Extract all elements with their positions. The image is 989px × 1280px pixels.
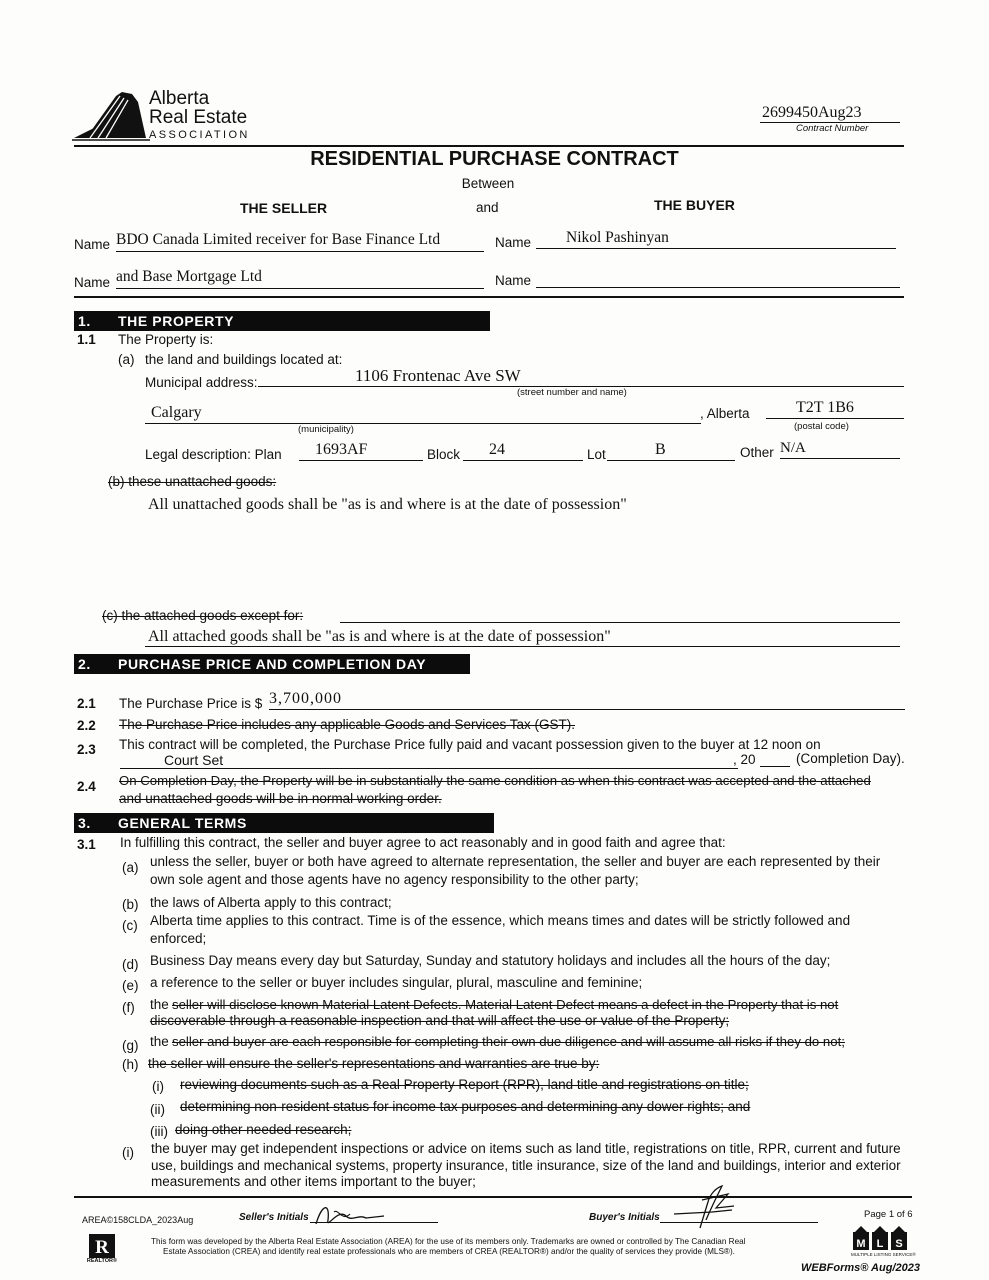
street-hint: (street number and name) (517, 387, 627, 398)
clause-2-1-text: The Purchase Price is $ (119, 696, 263, 711)
item-h-i-label: (i) (152, 1079, 164, 1094)
attached-goods-line-1 (340, 622, 900, 623)
municipal-address-label: Municipal address: (145, 375, 258, 390)
item-e-text: a reference to the seller or buyer includes singular, plural, masculine and feminine; (150, 975, 643, 990)
plan-field[interactable] (299, 441, 423, 461)
buyer-initials-signature (672, 1180, 752, 1230)
item-b-label: (b) (122, 897, 139, 912)
item-f-line-1-struck: seller will disclose known Material Latent Defects. Material Latent Defect means a defect in the Property that is not (172, 997, 839, 1012)
seller-name-label-2: Name (74, 275, 111, 290)
unattached-goods-note: All unattached goods shall be "as is and where is at the date of possession" (148, 496, 627, 513)
buyer-name-1: Nikol Pashinyan (566, 229, 669, 246)
seller-name-field-1[interactable] (116, 231, 484, 252)
contract-number-label: Contract Number (796, 123, 869, 134)
item-g-text-struck: seller and buyer are each responsible for completing their own due diligence and will assume all risks if they do not; (172, 1034, 845, 1049)
lot-label: Lot (587, 447, 606, 462)
completion-date-value: Court Set (164, 752, 224, 768)
svg-text:M: M (856, 1238, 866, 1250)
attached-goods-note: All attached goods shall be "as is and where is at the date of possession" (148, 628, 611, 645)
purchase-price-value: 3,700,000 (269, 690, 342, 707)
item-c-line-2: enforced; (150, 931, 207, 946)
clause-2-2-text-struck: The Purchase Price includes any applicable Goods and Services Tax (GST). (119, 717, 575, 732)
clause-1-1-b-struck: (b) these unattached goods: (108, 474, 277, 489)
buyer-name-field-2[interactable] (536, 268, 900, 288)
clause-1-1-text: The Property is: (118, 332, 214, 347)
clause-2-4-line-1-struck: On Completion Day, the Property will be in substantially the same condition as when this contract was accepted and the attached (119, 773, 871, 788)
item-i-label: (i) (122, 1145, 134, 1160)
lot-value: B (655, 441, 666, 458)
contract-number-value: 2699450Aug23 (762, 104, 862, 121)
clause-2-4-number: 2.4 (77, 779, 96, 794)
clause-3-1-number: 3.1 (77, 837, 96, 852)
parties-rule (74, 296, 904, 298)
clause-1-1-a-text: the land and buildings located at: (145, 352, 343, 367)
item-h-ii-label: (ii) (150, 1102, 165, 1117)
section-3-number: 3. (78, 815, 91, 831)
item-h-label: (h) (122, 1057, 139, 1072)
clause-2-1-number: 2.1 (77, 696, 96, 711)
other-label: Other (740, 445, 774, 460)
clause-1-1-c-struck: (c) the attached goods except for: (102, 608, 304, 623)
municipal-address-field[interactable] (258, 366, 904, 387)
legal-description-label: Legal description: Plan (145, 447, 282, 462)
block-value: 24 (489, 441, 505, 458)
buyer-name-label-1: Name (495, 235, 532, 250)
mls-logo (851, 1226, 916, 1260)
municipality-value: Calgary (151, 404, 202, 421)
item-a-label: (a) (122, 860, 139, 875)
other-field[interactable] (780, 439, 900, 459)
postal-code-value: T2T 1B6 (796, 399, 854, 416)
item-f-label: (f) (122, 1000, 135, 1015)
footer-rule (74, 1196, 912, 1198)
logo-association: ASSOCIATION (149, 129, 250, 141)
realtor-r-icon (86, 1233, 118, 1259)
section-2-number: 2. (78, 656, 91, 672)
completion-date-field[interactable] (120, 752, 738, 769)
mls-caption: MULTIPLE LISTING SERVICE® (851, 1252, 916, 1257)
and-label: and (476, 200, 499, 215)
item-h-text-struck: the seller will ensure the seller's representations and warranties are true by: (148, 1056, 600, 1071)
clause-2-2-number: 2.2 (77, 718, 96, 733)
svg-text:S: S (895, 1238, 903, 1250)
section-2-bar (74, 654, 470, 674)
year-line (760, 766, 790, 767)
item-d-label: (d) (122, 957, 139, 972)
seller-initials-signature (312, 1200, 392, 1230)
logo-real-estate: Real Estate (149, 107, 248, 128)
purchase-price-field[interactable] (269, 690, 905, 710)
block-field[interactable] (463, 441, 583, 461)
postal-code-field[interactable] (766, 399, 904, 419)
item-h-iii-text-struck: doing other needed research; (175, 1122, 352, 1137)
seller-name-1: BDO Canada Limited receiver for Base Finance Ltd (116, 231, 441, 248)
section-1-title: THE PROPERTY (118, 313, 235, 329)
seller-name-2: and Base Mortgage Ltd (116, 268, 262, 285)
page-number: Page 1 of 6 (864, 1209, 913, 1220)
other-value: N/A (780, 440, 806, 456)
seller-name-label-1: Name (74, 237, 111, 252)
section-1-number: 1. (78, 313, 91, 329)
realtor-logo (86, 1233, 118, 1267)
item-h-i-text-struck: reviewing documents such as a Real Property Report (RPR), land title and registrations on title; (180, 1077, 749, 1092)
section-2-title: PURCHASE PRICE AND COMPLETION DAY (118, 656, 427, 672)
clause-2-3-text: This contract will be completed, the Purchase Price fully paid and vacant possession given to the buyer at 12 noon on (119, 737, 821, 752)
svg-text:L: L (876, 1238, 884, 1250)
lot-field[interactable] (607, 441, 735, 461)
section-1-bar (74, 311, 490, 331)
item-h-iii-label: (iii) (150, 1124, 168, 1139)
buyer-name-field-1[interactable] (536, 229, 896, 249)
completion-day-label: (Completion Day). (796, 751, 905, 766)
section-3-title: GENERAL TERMS (118, 815, 247, 831)
attached-goods-line-2 (145, 646, 900, 647)
clause-1-1-a-label: (a) (118, 352, 135, 367)
between-label: Between (461, 176, 515, 191)
buyer-name-label-2: Name (495, 273, 532, 288)
municipality-hint: (municipality) (298, 424, 354, 435)
postal-code-hint: (postal code) (794, 421, 849, 432)
disclaimer-line-2: Estate Association (CREA) and identify real estate professionals who are members of CREA (REALTOR®) and/or the quality of services they provide (MLS®). (163, 1247, 735, 1256)
area-logo-mark-icon (72, 88, 152, 142)
item-c-label: (c) (122, 918, 138, 933)
alberta-label: , Alberta (700, 406, 750, 421)
municipality-field[interactable] (145, 404, 701, 424)
seller-initials-label: Seller's Initials (239, 1212, 309, 1223)
realtor-badge: REALTOR® (86, 1258, 118, 1264)
item-f-prefix: the (150, 997, 169, 1012)
item-h-ii-text-struck: determining non-resident status for income tax purposes and determining any dower rights; and (180, 1099, 751, 1114)
item-i-line-1: the buyer may get independent inspections or advice on items such as land title, registrations on title, RPR, current and future (151, 1141, 901, 1156)
svg-text:R: R (95, 1237, 109, 1258)
item-g-prefix: the (150, 1034, 169, 1049)
item-a-line-2: own sole agent and those agents have no agency responsibility to the other party; (150, 872, 639, 887)
webforms-label: WEBForms® Aug/2023 (801, 1262, 920, 1274)
item-b-text: the laws of Alberta apply to this contract; (150, 895, 392, 910)
year-prefix: , 20 (733, 752, 756, 767)
clause-1-1-number: 1.1 (77, 332, 96, 347)
mls-icon (851, 1226, 911, 1252)
buyer-initials-label: Buyer's Initials (589, 1212, 660, 1223)
document-title: RESIDENTIAL PURCHASE CONTRACT (310, 148, 679, 170)
buyer-heading: THE BUYER (654, 197, 735, 213)
item-d-text: Business Day means every day but Saturday, Sunday and statutory holidays and includes all the hours of the day; (150, 953, 831, 968)
item-c-line-1: Alberta time applies to this contract. Time is of the essence, which means times and dates will be strictly followed and (150, 913, 851, 928)
item-i-line-2: use, buildings and mechanical systems, property insurance, title insurance, size of the land and buildings, interior and exterior (151, 1158, 901, 1173)
form-code: AREA©158CLDA_2023Aug (82, 1215, 194, 1225)
item-g-label: (g) (122, 1038, 139, 1053)
block-label: Block (427, 447, 461, 462)
seller-name-field-2[interactable] (116, 268, 484, 289)
item-i-line-3: measurements and other items important to the buyer; (151, 1174, 476, 1189)
clause-2-4-line-2-struck: and unattached goods will be in normal working order. (119, 791, 442, 806)
item-a-line-1: unless the seller, buyer or both have agreed to alternate representation, the seller and buyer are each represented by their (150, 854, 881, 869)
area-logo (72, 86, 272, 146)
municipal-address-value: 1106 Frontenac Ave SW (355, 366, 521, 385)
item-e-label: (e) (122, 978, 139, 993)
clause-2-3-number: 2.3 (77, 742, 96, 757)
seller-heading: THE SELLER (240, 200, 328, 216)
clause-3-1-text: In fulfilling this contract, the seller and buyer agree to act reasonably and in good faith and agree that: (120, 835, 726, 850)
logo-alberta: Alberta (149, 88, 210, 109)
plan-value: 1693AF (315, 441, 368, 458)
header-rule (74, 145, 904, 147)
section-3-bar (74, 813, 494, 833)
disclaimer-line-1: This form was developed by the Alberta Real Estate Association (AREA) for the use of its members only. Trademarks are owned or controlled by The Canadian Real (151, 1237, 746, 1246)
item-f-line-2-struck: discoverable through a reasonable inspection and that will affect the use or value of the Property; (150, 1013, 730, 1028)
